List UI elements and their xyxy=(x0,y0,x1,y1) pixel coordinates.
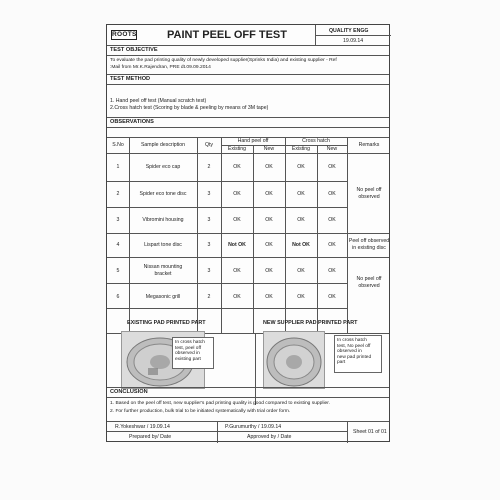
page-title: PAINT PEEL OFF TEST xyxy=(167,29,287,41)
approved-by-label: Approved by / Date xyxy=(247,434,292,440)
row-qty: 3 xyxy=(207,268,211,274)
row-qty: 3 xyxy=(207,242,211,248)
remark-peel-observed: Peel off observed xyxy=(348,238,390,244)
objective-text-1: To evaluate the pad printing quality of newly developed supplier(Sprinks India) and existing supplier - Ref xyxy=(110,58,337,63)
col-qty: Qty xyxy=(204,142,214,148)
row-sno: 5 xyxy=(116,268,120,274)
method-text-1: 1. Hand peel off test (Manual scratch test) xyxy=(110,98,207,104)
row-cross-new: OK xyxy=(328,242,336,248)
row-cross-existing: OK xyxy=(297,164,305,170)
approved-by-name: P.Gurumurthy / 19.09.14 xyxy=(225,424,282,430)
sheet-number: Sheet 01 of 01 xyxy=(353,429,387,435)
header-date: 19.09.14 xyxy=(343,38,364,44)
new-part-image xyxy=(264,332,324,388)
row-qty: 2 xyxy=(207,294,211,300)
row-cross-existing: OK xyxy=(297,268,305,274)
row-hand-existing: OK xyxy=(233,164,241,170)
existing-part-note xyxy=(172,337,214,369)
note-line: In cross hatch xyxy=(337,338,367,343)
note-line: existing part xyxy=(175,356,201,362)
col-hand-new: New xyxy=(263,146,275,152)
remark-peel-observed-cont: in existing disc xyxy=(352,245,386,251)
row-cross-new: OK xyxy=(328,268,336,274)
row-cross-existing: OK xyxy=(297,191,305,197)
col-sno: S.No xyxy=(112,142,124,148)
col-hand-existing: Existing xyxy=(227,146,247,152)
col-cross-new: New xyxy=(326,146,338,152)
conclusion-text-2: 2. For further production, bulk trial to be initiated systematically with trial order form. xyxy=(110,409,291,414)
existing-part-title: EXISTING PAD PRINTED PART xyxy=(127,320,206,326)
row-description: Vibromini housing xyxy=(142,217,184,223)
new-part-title: NEW SUPPLIER PAD PRINTED PART xyxy=(263,320,358,326)
col-cross-existing: Existing xyxy=(291,146,311,152)
note-line: observed in xyxy=(175,351,200,357)
objective-text-2: :Mail from Mr.K.Rajendran, PRE dt.09.09.2014 xyxy=(110,65,211,70)
row-qty: 2 xyxy=(207,164,211,170)
remark-no-peel-2-cont: observed xyxy=(358,283,380,289)
new-part-note xyxy=(334,335,382,373)
col-remarks: Remarks xyxy=(358,142,380,148)
row-hand-existing: OK xyxy=(233,268,241,274)
row-hand-new: OK xyxy=(265,164,273,170)
note-line: In cross hatch xyxy=(175,340,205,345)
prepared-by-name: R.Yokeshwar / 19.09.14 xyxy=(115,424,170,430)
row-cross-new: OK xyxy=(328,191,336,197)
col-description: Sample description xyxy=(140,142,186,148)
row-cross-new: OK xyxy=(328,164,336,170)
row-cross-new: OK xyxy=(328,217,336,223)
department-label: QUALITY ENGG xyxy=(329,28,369,34)
method-text-2: 2.Cross hatch test (Scoring by blade & peeling by means of 3M tape) xyxy=(110,105,269,111)
note-line: new pad printed xyxy=(337,354,372,360)
report-sheet xyxy=(106,24,390,442)
col-cross-hatch: Cross hatch xyxy=(302,138,330,144)
row-hand-new: OK xyxy=(265,294,273,300)
note-line: test, peel off xyxy=(175,345,202,351)
row-cross-existing: OK xyxy=(297,217,305,223)
row-sno: 3 xyxy=(116,217,120,223)
row-hand-new: OK xyxy=(265,242,273,248)
row-qty: 3 xyxy=(207,217,211,223)
objective-heading: TEST OBJECTIVE xyxy=(110,47,158,53)
row-hand-existing: OK xyxy=(233,191,241,197)
note-line: part xyxy=(337,360,346,366)
row-sno: 6 xyxy=(116,294,120,300)
col-hand-peel: Hand peel off xyxy=(237,138,269,144)
row-description: Spider eco cap xyxy=(145,164,181,170)
remark-no-peel-2: No peel off xyxy=(356,276,382,282)
prepared-by-label: Prepared by/ Date xyxy=(129,434,172,440)
row-description: Megasonic grill xyxy=(145,294,181,300)
row-sno: 2 xyxy=(116,191,120,197)
method-heading: TEST METHOD xyxy=(110,76,151,82)
row-qty: 3 xyxy=(207,191,211,197)
row-hand-existing: Not OK xyxy=(228,242,246,248)
row-hand-new: OK xyxy=(265,191,273,197)
row-hand-existing: OK xyxy=(233,217,241,223)
row-hand-new: OK xyxy=(265,217,273,223)
row-cross-new: OK xyxy=(328,294,336,300)
row-cross-existing: Not OK xyxy=(292,242,310,248)
row-hand-existing: OK xyxy=(233,294,241,300)
conclusion-heading: CONCLUSION xyxy=(110,389,148,395)
row-cross-existing: OK xyxy=(297,294,305,300)
row-description-cont: bracket xyxy=(154,271,172,277)
note-line: test, No peel off xyxy=(337,343,371,349)
conclusion-text-1: 1. Based on the peel off test, new supplier's pad printing quality is good compared to existing supplier. xyxy=(110,401,330,406)
remark-no-peel-1: No peel off xyxy=(356,187,382,193)
new-part-photo xyxy=(263,331,325,389)
observations-heading: OBSERVATIONS xyxy=(110,119,154,125)
row-description: Nissan mounting xyxy=(143,264,183,270)
remark-no-peel-1-cont: observed xyxy=(358,194,380,200)
row-description: Lispart tone disc xyxy=(144,242,182,248)
row-sno: 4 xyxy=(116,242,120,248)
row-description: Spider eco tone disc xyxy=(139,191,187,197)
note-line: observed in xyxy=(337,349,362,355)
row-sno: 1 xyxy=(116,164,120,170)
company-logo: ROOTS xyxy=(112,31,137,38)
row-hand-new: OK xyxy=(265,268,273,274)
